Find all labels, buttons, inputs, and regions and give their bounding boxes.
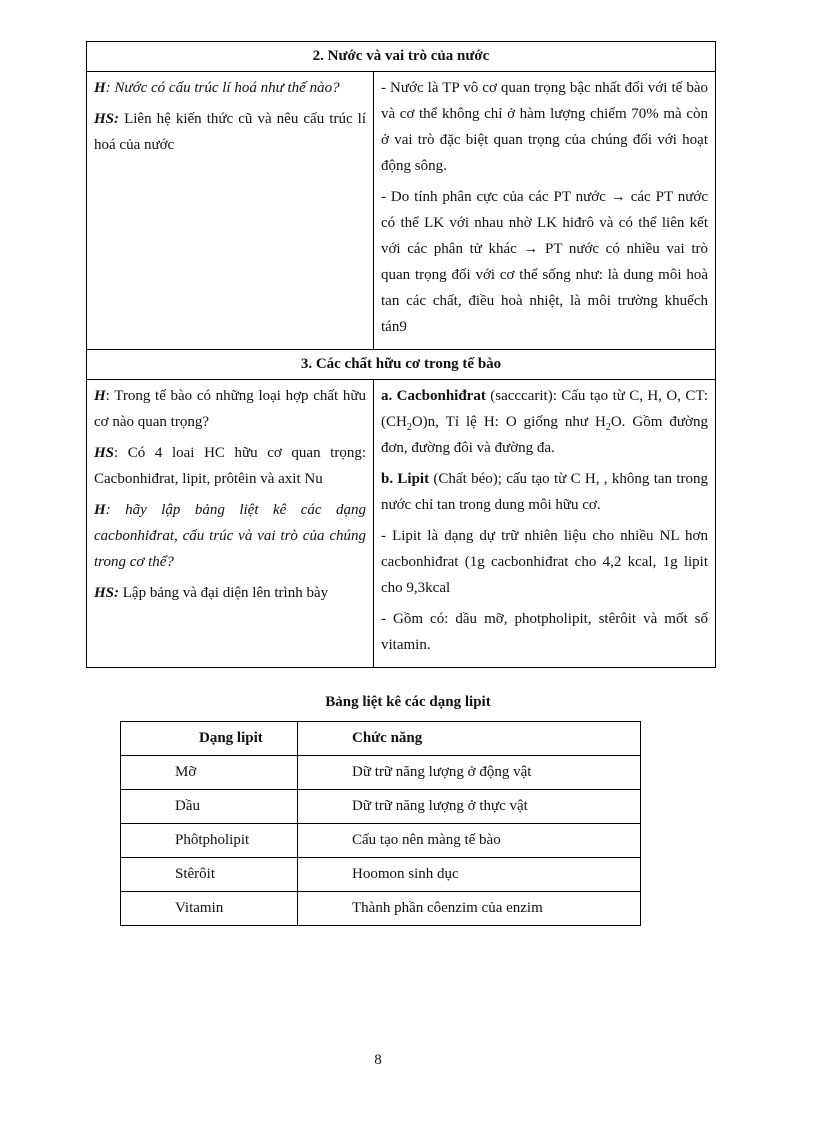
question-paragraph: H: Trong tế bào có những loại hợp chất hữu cơ nào quan trọng? [94, 388, 366, 430]
content-paragraph: b. Lipit (Chất béo); cấu tạo từ C H, , không tan trong nước chỉ tan trong dung môi hữu cơ. [381, 471, 708, 513]
table-row [121, 892, 641, 926]
lipid-type-cell: Stêrôit [121, 858, 298, 892]
table-row [121, 756, 641, 790]
table-row [121, 858, 641, 892]
lipid-type-cell: Mỡ [121, 756, 298, 790]
section2-left-cell [87, 72, 374, 350]
page-number: 8 [374, 1052, 382, 1068]
table-row [121, 790, 641, 824]
lipid-table-title: Bảng liệt kê các dạng lipit [325, 694, 491, 710]
lipid-type-cell: Dầu [121, 790, 298, 824]
table-row [121, 824, 641, 858]
column-header: Dạng lipit [121, 722, 298, 756]
content-paragraph: - Lipit là dạng dự trữ nhiên liệu cho nhiều NL hơn cacbonhiđrat (1g cacbonhiđrat cho 4,2 kcal, 1g lipit cho 9,3kcal [381, 528, 708, 596]
content-paragraph: - Gồm có: dầu mỡ, photpholipit, stêrôit và mốt số vitamin. [381, 611, 708, 653]
lesson-table [86, 41, 716, 668]
lipid-function-cell: Cấu tạo nên màng tế bào [298, 824, 641, 858]
lipid-type-cell: Vitamin [121, 892, 298, 926]
answer-paragraph: HS: Có 4 loai HC hữu cơ quan trọng: Cacbonhiđrat, lipit, prôtêin và axit Nu [94, 445, 366, 487]
section3-right-cell [374, 380, 716, 668]
lipid-function-cell: Dữ trữ năng lượng ở động vật [298, 756, 641, 790]
section2-heading: 2. Nước và vai trò của nước [87, 42, 716, 72]
answer-paragraph: HS: Lập bảng và đại diện lên trình bày [94, 585, 329, 601]
lipid-function-cell: Thành phần côenzim của enzim [298, 892, 641, 926]
lipid-table [120, 721, 641, 926]
content-paragraph: - Nước là TP vô cơ quan trọng bậc nhất đối với tế bào và cơ thể không chỉ ở hàm lượng chiếm 70% mà còn ở vai trò đặc biệt quan trọng của chúng đối với hoạt động sông. [381, 80, 708, 174]
answer-paragraph: HS: Liên hệ kiến thức cũ và nêu cấu trúc lí hoá của nước [94, 111, 366, 153]
content-paragraph: - Do tính phân cực của các PT nước → các PT nước có thể LK với nhau nhờ LK hiđrô và có thể liên kết với các phân tử khác → PT nước có nhiều vai trò quan trọng đối với cơ thể sống như: là dung môi hoà tan các chất, điều hoà nhiệt, là môi trường khuếch tán9 [381, 189, 708, 335]
question-paragraph: H: hãy lập bảng liệt kê các dạng cacbonhiđrat, cấu trúc và vai trò của chúng trong cơ thể? [94, 502, 366, 570]
column-header: Chức năng [298, 722, 641, 756]
section3-left-cell [87, 380, 374, 668]
table-header-row [121, 722, 641, 756]
section3-heading: 3. Các chất hữu cơ trong tế bào [87, 350, 716, 380]
lipid-type-cell: Phôtpholipit [121, 824, 298, 858]
lipid-function-cell: Hoomon sinh dục [298, 858, 641, 892]
lipid-function-cell: Dữ trữ năng lượng ở thực vật [298, 790, 641, 824]
question-paragraph: H: Nước có cấu trúc lí hoá như thế nào? [94, 80, 340, 96]
content-paragraph: a. Cacbonhiđrat (sacccarit): Cấu tạo từ C, H, O, CT: $(CH_2O)n$, Tỉ lệ H: O giống như $H_2O$. Gồm đường đơn, đường đôi và đường đa. [381, 388, 708, 456]
section2-right-cell [374, 72, 716, 350]
